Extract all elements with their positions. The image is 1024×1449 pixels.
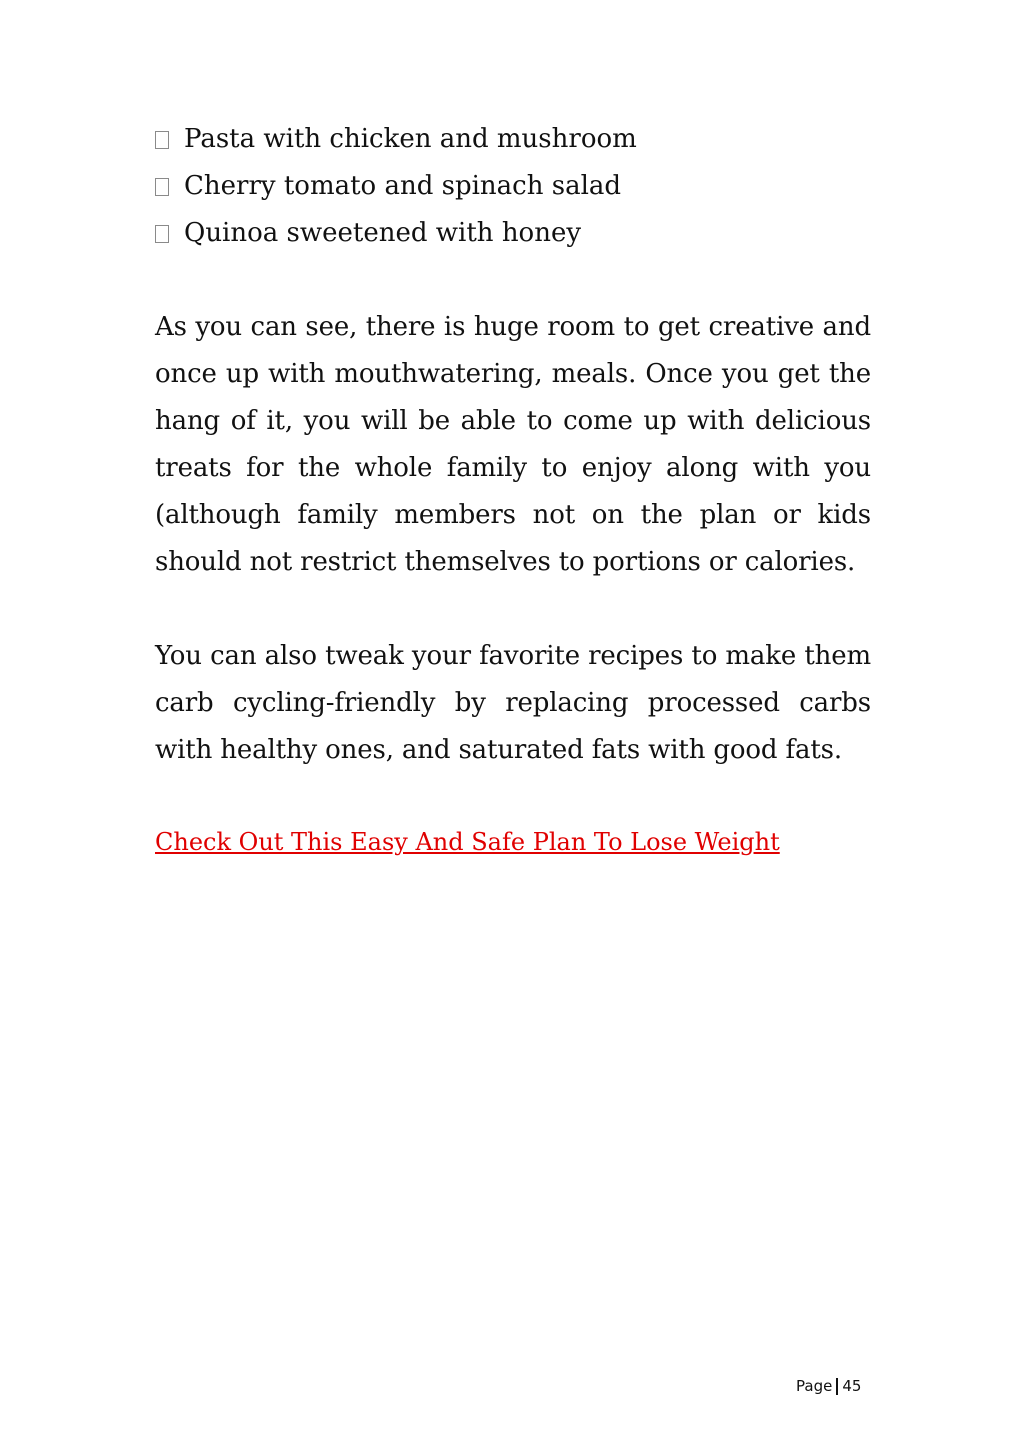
list-item bbox=[155, 116, 875, 163]
list-item-text: Quinoa sweetened with honey bbox=[184, 218, 582, 248]
page-label: Page bbox=[796, 1377, 833, 1395]
promo-link[interactable]: Check Out This Easy And Safe Plan To Lose Weight bbox=[155, 828, 780, 856]
page-footer bbox=[796, 1375, 861, 1397]
empty-box-bullet-icon bbox=[155, 131, 169, 149]
empty-box-bullet-icon bbox=[155, 178, 169, 196]
list-item-text: Cherry tomato and spinach salad bbox=[184, 171, 622, 201]
page-number: 45 bbox=[842, 1377, 862, 1395]
page-separator bbox=[836, 1378, 838, 1395]
paragraph-creative-meals: As you can see, there is huge room to get creative and once up with mouthwatering, meals. Once you get the hang of it, you will be able to come up with delicious treats for the whole family to enjoy along with you (although family members not on the plan or kids should not restrict themselves to portions or calories. bbox=[155, 312, 871, 577]
promo-link-container bbox=[155, 824, 780, 860]
list-item-text: Pasta with chicken and mushroom bbox=[184, 124, 637, 154]
meal-list bbox=[155, 116, 875, 257]
list-item bbox=[155, 210, 875, 257]
list-item bbox=[155, 163, 875, 210]
empty-box-bullet-icon bbox=[155, 225, 169, 243]
paragraph-tweak-recipes: You can also tweak your favorite recipes to make them carb cycling-friendly by replacing processed carbs with healthy ones, and saturated fats with good fats. bbox=[155, 641, 871, 765]
